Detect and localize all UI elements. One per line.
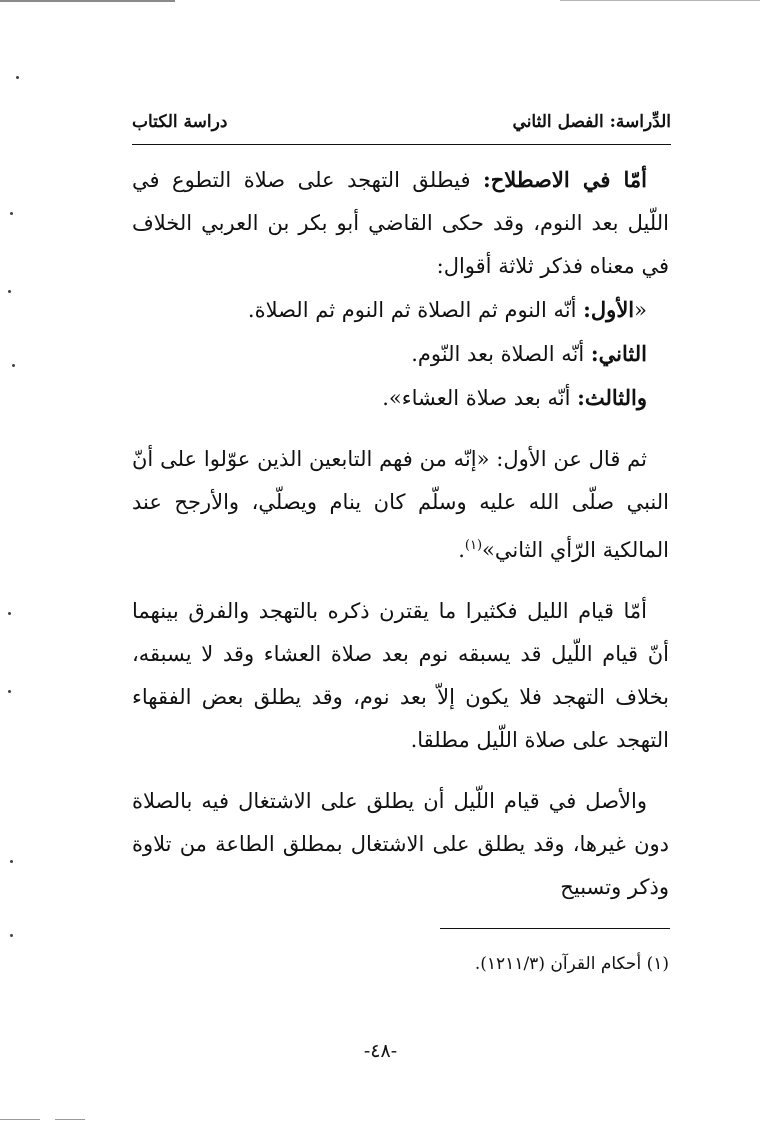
quote-text: أنّه النوم ثم الصلاة ثم النوم ثم الصلاة. xyxy=(247,298,584,322)
spacer xyxy=(132,420,669,438)
term-label: أمّا في الاصطلاح: xyxy=(482,167,647,192)
scan-speck xyxy=(10,212,13,215)
term-label: الأول: xyxy=(583,297,635,322)
punctuation: . xyxy=(458,538,465,562)
paragraph-ibn-arabi xyxy=(132,438,669,572)
running-header xyxy=(132,110,671,145)
scan-speck xyxy=(10,934,13,937)
footnote-separator xyxy=(440,928,670,929)
quote-line-3 xyxy=(132,376,669,420)
scan-speck xyxy=(16,76,19,79)
page-number: -٤٨- xyxy=(363,1040,398,1062)
scan-speck xyxy=(8,290,11,293)
scan-artifact xyxy=(560,0,760,1)
footnote-ref: (١) xyxy=(464,538,483,553)
footnote-1 xyxy=(475,954,669,974)
book-title: دراسة الكتاب xyxy=(132,112,228,132)
paragraph-text: والأصل في قيام اللّيل أن يطلق على الاشتغال فيه بالصلاة دون غيرها، وقد يطلق على الاشتغال بمطلق الطاعة من تلاوة وذكر وتسبيح xyxy=(132,789,669,899)
paragraph-text: فيطلق التهجد على صلاة التطوع في اللّيل بعد النوم، وقد حكى القاضي أبو بكر بن العربي الخلاف في معناه فذكر ثلاثة أقوال: xyxy=(132,168,669,278)
scan-speck xyxy=(8,690,11,693)
scan-speck xyxy=(8,612,11,615)
quote-line-1 xyxy=(132,288,669,332)
quote-text: أنّه بعد صلاة العشاء». xyxy=(382,386,578,410)
chapter-title: الدِّراسة: الفصل الثاني xyxy=(512,112,671,132)
paragraph-qiyam xyxy=(132,590,669,762)
term-label: والثالث: xyxy=(577,385,647,410)
paragraph-text: أمّا قيام الليل فكثيرا ما يقترن ذكره بالتهجد والفرق بينهما أنّ قيام اللّيل قد يسبقه نوم بعد صلاة العشاء وقد لا يسبقه، بخلاف التهجد فلا يكون إلاّ بعد نوم، وقد يطلق بعض الفقهاء التهجد على صلاة اللّيل مطلقا. xyxy=(132,599,669,752)
term-label: الثاني: xyxy=(590,341,647,366)
scan-artifact xyxy=(0,0,175,2)
paragraph-asl xyxy=(132,780,669,909)
footnote-number: (١) xyxy=(646,954,669,974)
quote-text: أنّه الصلاة بعد النّوم. xyxy=(411,342,591,366)
main-text xyxy=(132,158,669,909)
paragraph-text: ثم قال عن الأول: «إنّه من فهم التابعين الذين عوّلوا على أنّ النبي صلّى الله عليه وسلّم كان ينام ويصلّي، والأرجح عند المالكية الرّأي الثاني» xyxy=(132,447,669,562)
scan-artifact xyxy=(55,1119,85,1120)
scan-artifact xyxy=(0,1119,40,1120)
scan-speck xyxy=(12,364,15,367)
paragraph-definition xyxy=(132,158,669,288)
footnote-text: أحكام القرآن (١٢١١/٣). xyxy=(474,954,647,974)
spacer xyxy=(132,762,669,780)
spacer xyxy=(132,572,669,590)
scan-speck xyxy=(10,860,13,863)
quote-mark: « xyxy=(634,298,647,322)
quote-line-2 xyxy=(132,332,669,376)
